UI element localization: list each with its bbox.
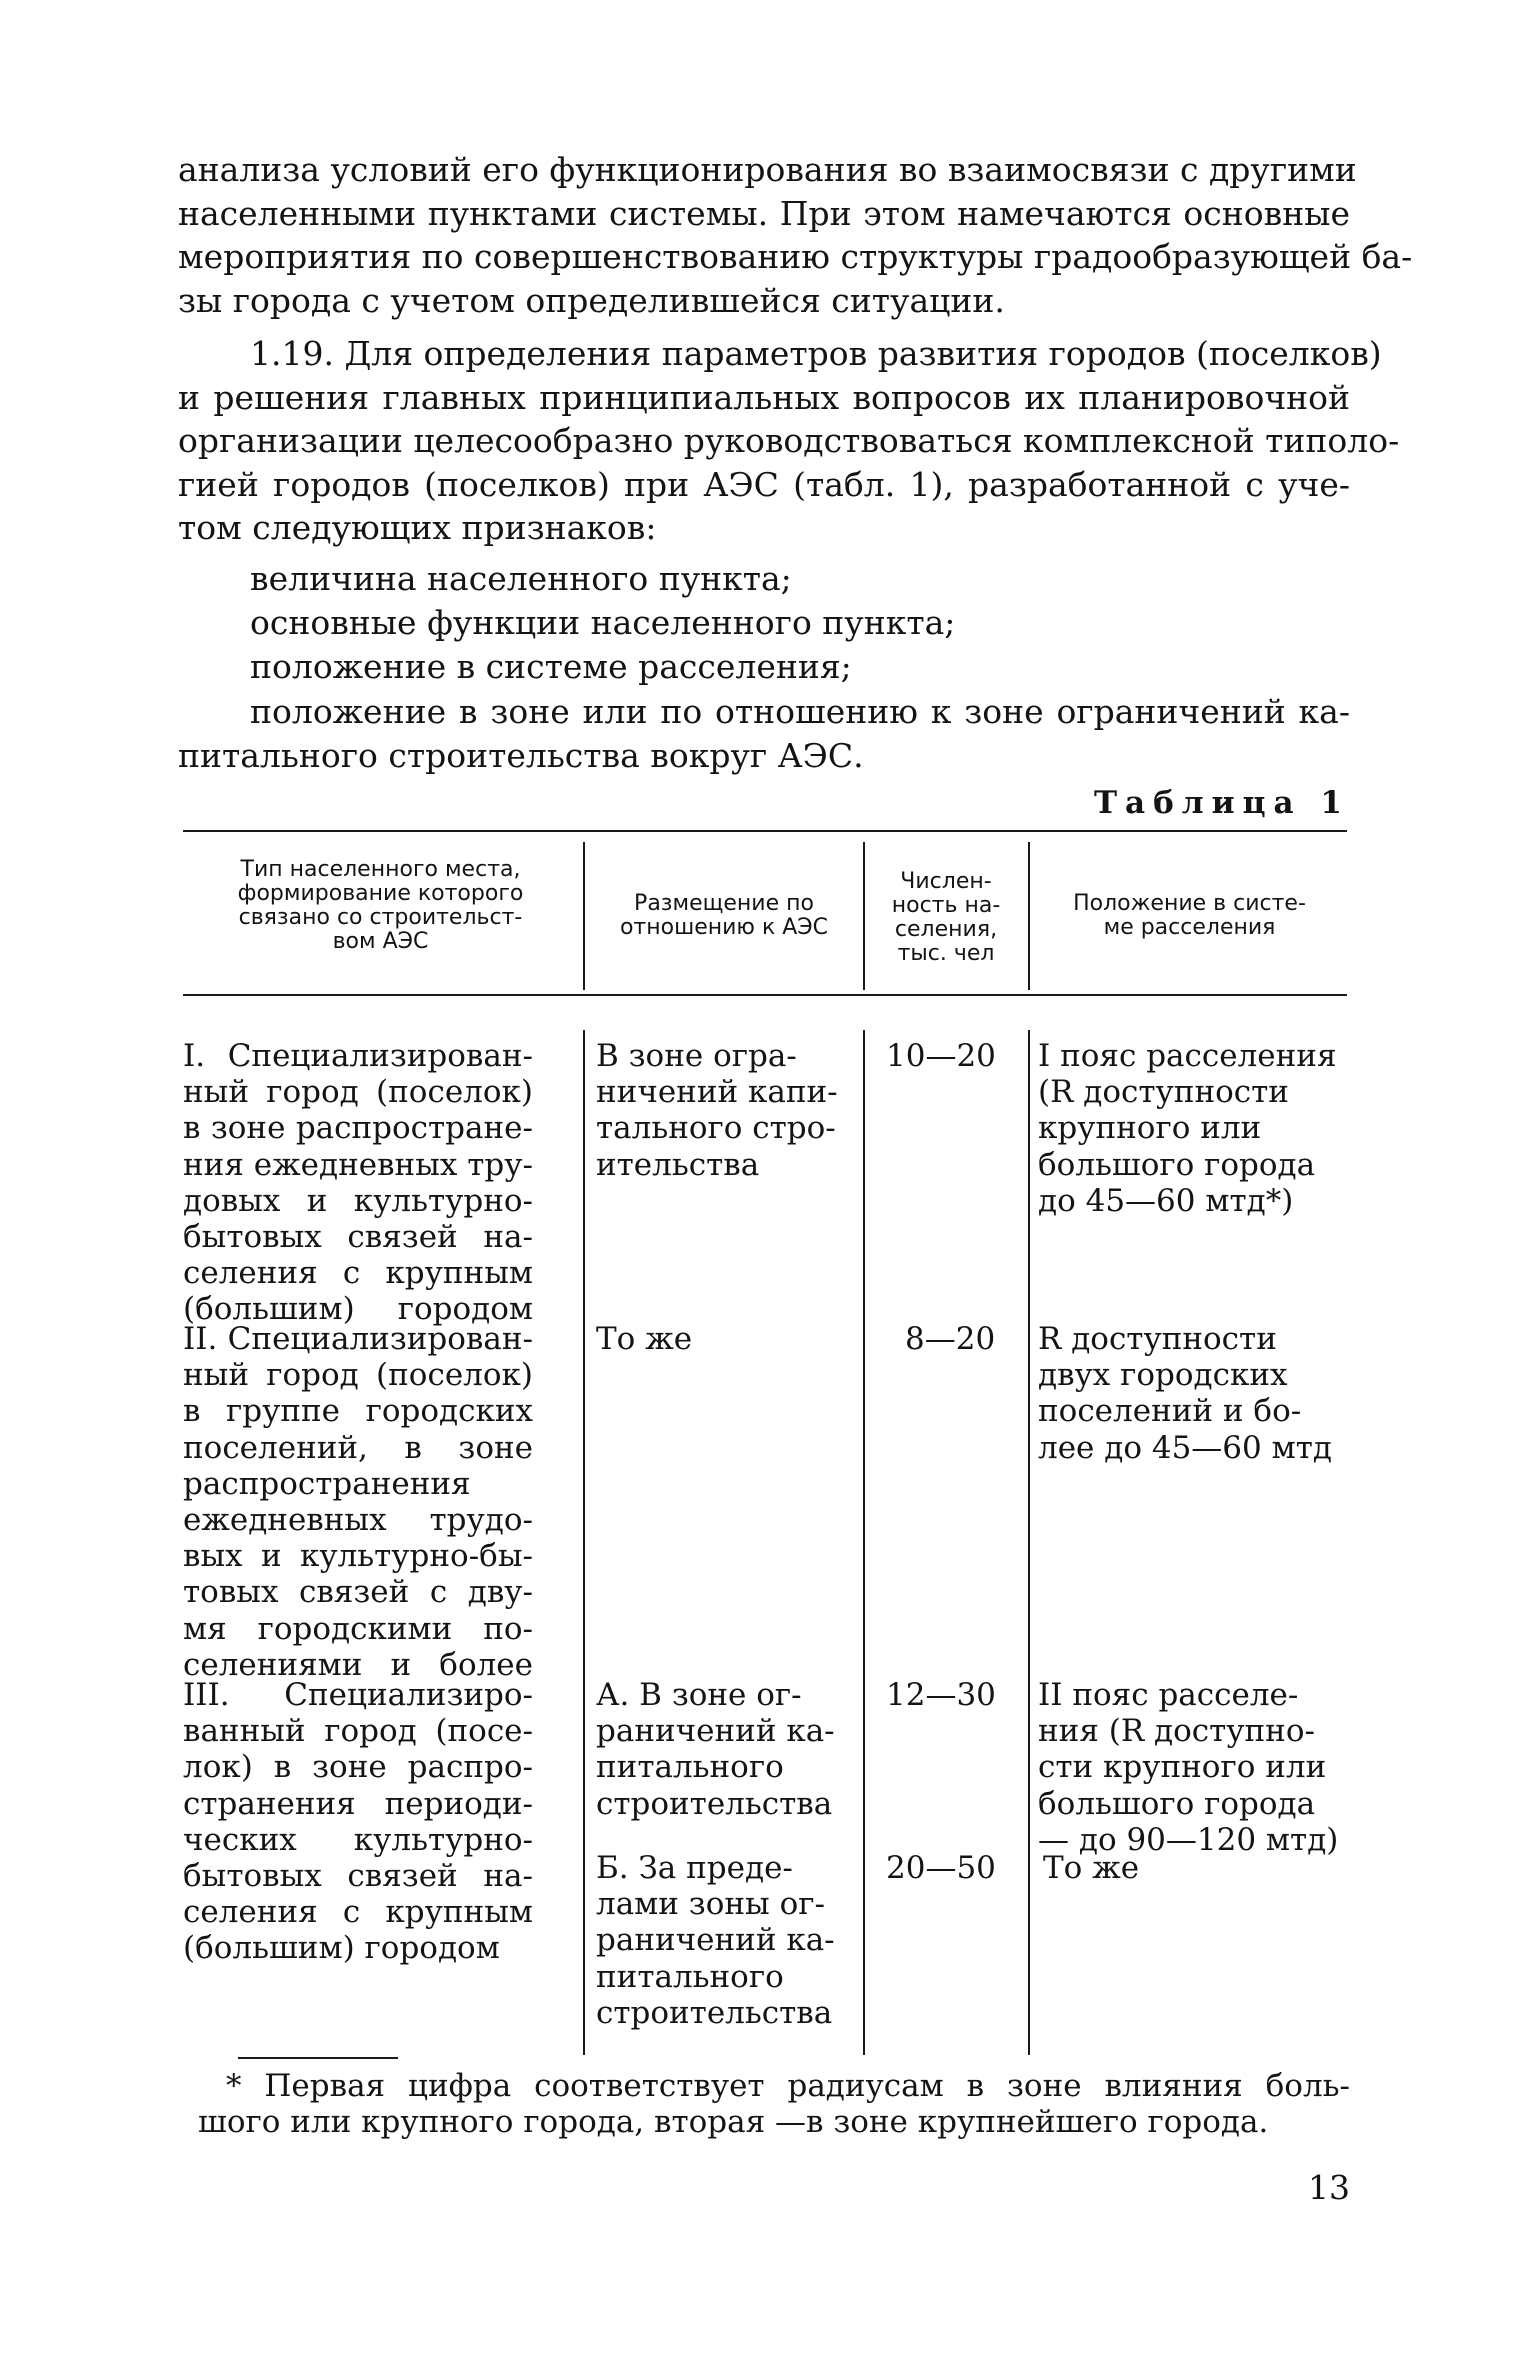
cell-line: раничений ка- — [596, 1922, 835, 1959]
cell-line: до 45—60 мтд*) — [1038, 1182, 1294, 1219]
cell-line: вых и культурно-бы- — [183, 1538, 533, 1575]
cell-line: ванный город (посе- — [183, 1713, 533, 1750]
text-line: организации целесообразно руководствоваться комплексной типоло- — [178, 421, 1400, 461]
header-placement — [588, 892, 860, 940]
cell-line: II пояс расселе- — [1038, 1677, 1299, 1713]
table-row-3a-position — [1038, 1677, 1350, 1858]
cell-line: питального — [596, 1749, 784, 1786]
table-row-2-population: 8—20 — [905, 1321, 996, 1357]
criterion-item: положение в системе расселения; — [250, 647, 852, 686]
header-line: Размещение по — [634, 891, 814, 916]
cell-line: большого города — [1038, 1785, 1316, 1822]
table-row-1-position — [1038, 1038, 1350, 1219]
cell-line: (R доступности — [1038, 1074, 1289, 1111]
text-line: населенными пунктами системы. При этом намечаются основные — [178, 193, 1350, 233]
cell-line: раничений ка- — [596, 1713, 835, 1750]
text-line: анализа условий его функционирования во взаимосвязи с другими — [178, 150, 1357, 189]
cell-line: странения периоди- — [183, 1785, 533, 1822]
table-top-rule — [183, 830, 1347, 832]
column-divider — [863, 842, 865, 990]
cell-line: То же — [1043, 1850, 1140, 1886]
footnote-line: шого или крупного города, вторая —в зоне крупнейшего города. — [198, 2104, 1269, 2140]
cell-line: III. Специализиро- — [183, 1677, 533, 1713]
table-row-3-type — [183, 1677, 533, 1967]
table-caption: Таблица 1 — [1093, 785, 1350, 821]
cell-line: в группе городских — [183, 1393, 533, 1430]
cell-line: А. В зоне ог- — [596, 1677, 802, 1713]
text-line: том следующих признаков: — [178, 508, 657, 548]
table-row-2-placement — [596, 1321, 856, 1357]
cell-line: товых связей с дву- — [183, 1574, 533, 1611]
cell-line: I пояс расселения — [1038, 1038, 1337, 1074]
cell-line: ческих культурно- — [183, 1821, 533, 1858]
table-row-3b-position — [1043, 1850, 1343, 1886]
cell-line: бытовых связей на- — [183, 1219, 533, 1256]
header-line: Тип населенного места, — [240, 857, 521, 882]
table-row-1-placement — [596, 1038, 856, 1183]
cell-line: довых и культурно- — [183, 1182, 533, 1219]
cell-line: ный город (поселок) — [183, 1074, 533, 1111]
cell-line: крупного или — [1038, 1110, 1262, 1147]
header-line: селения, — [894, 917, 998, 942]
header-line: связано со строительст- — [238, 905, 523, 930]
cell-line: лее до 45—60 мтд — [1038, 1429, 1332, 1466]
criterion-item: основные функции населенного пункта; — [250, 603, 956, 642]
criterion-item: величина населенного пункта; — [250, 559, 792, 598]
cell-line: В зоне огра- — [596, 1038, 797, 1074]
cell-line: Б. За преде- — [596, 1850, 793, 1886]
footnote-rule — [238, 2057, 398, 2059]
header-line: ность на- — [891, 893, 1001, 918]
cell-line: То же — [596, 1321, 693, 1357]
cell-line: бытовых связей на- — [183, 1858, 533, 1895]
header-type — [183, 858, 578, 954]
cell-line: строительства — [596, 1994, 833, 2031]
header-line: ме расселения — [1103, 915, 1276, 940]
column-divider — [863, 1030, 865, 2055]
cell-line: поселений и бо- — [1038, 1393, 1302, 1430]
table-row-1-type — [183, 1038, 533, 1328]
cell-line: селения с крупным — [183, 1255, 533, 1292]
column-divider — [1028, 842, 1030, 990]
column-divider — [583, 842, 585, 990]
text-line: мероприятия по совершенствованию структуры градообразующей ба- — [178, 237, 1413, 277]
text-line: положение в зоне или по отношению к зоне ограничений ка- — [250, 692, 1350, 731]
cell-line: сти крупного или — [1038, 1749, 1327, 1786]
table-row-2-type — [183, 1321, 533, 1683]
footnote — [198, 2068, 1350, 2140]
section-paragraph — [178, 332, 1400, 550]
cell-line: лами зоны ог- — [596, 1886, 825, 1923]
cell-line: ежедневных трудо- — [183, 1502, 533, 1539]
text-line: зы города с учетом определившейся ситуации. — [178, 280, 1005, 320]
cell-line: ничений капи- — [596, 1074, 838, 1111]
cell-line: лок) в зоне распро- — [183, 1749, 533, 1786]
cell-line: селениями и более — [183, 1646, 533, 1683]
cell-line: I. Специализирован- — [183, 1038, 533, 1074]
table-row-3a-placement — [596, 1677, 856, 1822]
cell-line: питального — [596, 1958, 784, 1995]
header-line: Положение в систе- — [1073, 891, 1306, 916]
footnote-line: * Первая цифра соответствует радиусам в зоне влияния боль- — [226, 2068, 1350, 2104]
header-population — [866, 870, 1026, 966]
text-line: гией городов (поселков) при АЭС (табл. 1), разработанной с уче- — [178, 464, 1350, 504]
cell-line: ительства — [596, 1146, 760, 1183]
column-divider — [583, 1030, 585, 2055]
table-row-3b-placement — [596, 1850, 856, 2031]
table-row-2-position — [1038, 1321, 1350, 1466]
cell-line: распространения — [183, 1465, 471, 1502]
cell-line: строительства — [596, 1785, 833, 1822]
criterion-item-last — [178, 690, 1350, 777]
column-divider — [1028, 1030, 1030, 2055]
table-row-3a-population: 12—30 — [886, 1677, 996, 1713]
cell-line: ния ежедневных тру- — [183, 1146, 533, 1183]
cell-line: селения с крупным — [183, 1894, 533, 1931]
cell-line: в зоне распростране- — [183, 1110, 533, 1147]
cell-line: двух городских — [1038, 1357, 1288, 1394]
header-line: вом АЭС — [332, 929, 429, 954]
cell-line: ния (R доступно- — [1038, 1713, 1315, 1750]
cell-line: ный город (поселок) — [183, 1357, 533, 1394]
text-line: и решения главных принципиальных вопросов их планировочной — [178, 377, 1350, 417]
cell-line: (большим) городом — [183, 1291, 533, 1328]
text-line: питального строительства вокруг АЭС. — [178, 735, 864, 775]
cell-line: мя городскими по- — [183, 1610, 533, 1647]
table-row-3b-population: 20—50 — [886, 1850, 996, 1886]
table-row-1-population: 10—20 — [886, 1038, 996, 1074]
page-number: 13 — [1308, 2168, 1350, 2207]
header-line: формирование которого — [237, 881, 524, 906]
header-line: отношению к АЭС — [619, 915, 829, 940]
header-position — [1032, 892, 1347, 940]
header-line: Числен- — [900, 869, 992, 894]
table-header-rule — [183, 994, 1347, 996]
intro-paragraph — [178, 148, 1413, 322]
cell-line: II. Специализирован- — [183, 1321, 533, 1357]
cell-line: — до 90—120 мтд) — [1038, 1821, 1339, 1858]
cell-line: большого города — [1038, 1146, 1316, 1183]
cell-line: поселений, в зоне — [183, 1429, 533, 1466]
cell-line: тального стро- — [596, 1110, 836, 1147]
cell-line: (большим) городом — [183, 1930, 500, 1967]
text-line: 1.19. Для определения параметров развития городов (поселков) — [250, 334, 1382, 373]
cell-line: R доступности — [1038, 1321, 1277, 1357]
header-line: тыс. чел — [897, 941, 995, 966]
